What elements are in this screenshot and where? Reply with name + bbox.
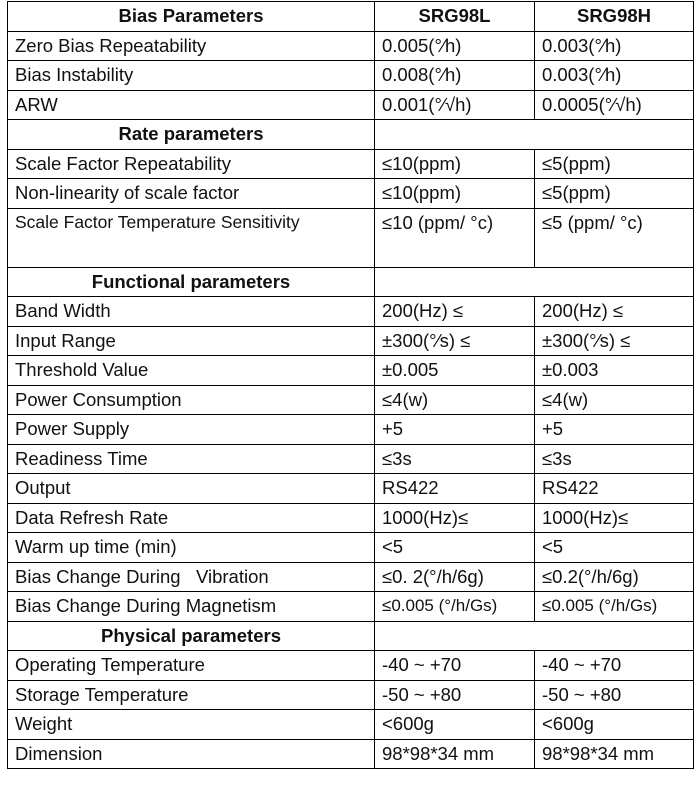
section-row <box>8 120 694 150</box>
table-row <box>8 651 694 681</box>
param-name: Output <box>8 474 375 504</box>
srg98h-value: 98*98*34 mm <box>535 739 694 769</box>
table-row <box>8 415 694 445</box>
srg98h-value: -50 ~ +80 <box>535 680 694 710</box>
param-name: Scale Factor Temperature Sensitivity <box>8 208 375 267</box>
param-name: Input Range <box>8 326 375 356</box>
srg98h-value: ±0.003 <box>535 356 694 386</box>
srg98l-value: ≤0. 2(°/h/6g) <box>375 562 535 592</box>
srg98h-value: 0.0005(°⁄√h) <box>535 90 694 120</box>
table-row <box>8 710 694 740</box>
srg98h-value: ≤0.2(°/h/6g) <box>535 562 694 592</box>
srg98h-value: ≤0.005 (°/h/Gs) <box>535 592 694 622</box>
srg98l-value: ≤0.005 (°/h/Gs) <box>375 592 535 622</box>
table-row <box>8 739 694 769</box>
section-row <box>8 267 694 297</box>
srg98h-value: ≤5(ppm) <box>535 149 694 179</box>
srg98l-value: 1000(Hz)≤ <box>375 503 535 533</box>
param-name: Dimension <box>8 739 375 769</box>
table-row <box>8 31 694 61</box>
table-row <box>8 385 694 415</box>
param-name: Warm up time (min) <box>8 533 375 563</box>
srg98l-value: <600g <box>375 710 535 740</box>
srg98h-value: 1000(Hz)≤ <box>535 503 694 533</box>
table-row <box>8 533 694 563</box>
table-row <box>8 326 694 356</box>
srg98h-value: <5 <box>535 533 694 563</box>
table-row <box>8 592 694 622</box>
srg98l-value: ±0.005 <box>375 356 535 386</box>
param-name: Bias Instability <box>8 61 375 91</box>
section-empty-cell <box>375 120 694 150</box>
table-row <box>8 356 694 386</box>
param-name: ARW <box>8 90 375 120</box>
table-row <box>8 503 694 533</box>
table-row <box>8 61 694 91</box>
param-name: Storage Temperature <box>8 680 375 710</box>
srg98l-value: ≤3s <box>375 444 535 474</box>
srg98l-value: -40 ~ +70 <box>375 651 535 681</box>
srg98l-value: 98*98*34 mm <box>375 739 535 769</box>
param-name: Operating Temperature <box>8 651 375 681</box>
srg98h-value: <600g <box>535 710 694 740</box>
spec-table <box>7 1 694 769</box>
table-row <box>8 297 694 327</box>
srg98h-value: 200(Hz) ≤ <box>535 297 694 327</box>
srg98l-value: -50 ~ +80 <box>375 680 535 710</box>
table-row <box>8 149 694 179</box>
functional-section-title: Functional parameters <box>8 267 375 297</box>
physical-section-title: Physical parameters <box>8 621 375 651</box>
header-row <box>8 2 694 32</box>
srg98h-value: RS422 <box>535 474 694 504</box>
param-name: Threshold Value <box>8 356 375 386</box>
srg98l-value: 0.008(°⁄h) <box>375 61 535 91</box>
srg98l-value: ≤4(w) <box>375 385 535 415</box>
srg98h-value: ≤5(ppm) <box>535 179 694 209</box>
srg98h-value: ≤3s <box>535 444 694 474</box>
param-name: Weight <box>8 710 375 740</box>
bias-section-title: Bias Parameters <box>8 2 375 32</box>
srg98l-value: 0.005(°⁄h) <box>375 31 535 61</box>
section-empty-cell <box>375 621 694 651</box>
srg98h-value: 0.003(°⁄h) <box>535 31 694 61</box>
srg98h-value: ≤5 (ppm/ °c) <box>535 208 694 267</box>
table-row <box>8 208 694 267</box>
section-row <box>8 621 694 651</box>
srg98h-value: 0.003(°⁄h) <box>535 61 694 91</box>
srg98l-value: <5 <box>375 533 535 563</box>
param-name: Non-linearity of scale factor <box>8 179 375 209</box>
param-name: Readiness Time <box>8 444 375 474</box>
param-name: Power Supply <box>8 415 375 445</box>
param-name: Scale Factor Repeatability <box>8 149 375 179</box>
srg98l-value: ≤10(ppm) <box>375 179 535 209</box>
srg98h-value: ≤4(w) <box>535 385 694 415</box>
srg98l-value: 200(Hz) ≤ <box>375 297 535 327</box>
srg98h-value: -40 ~ +70 <box>535 651 694 681</box>
srg98h-header: SRG98H <box>535 2 694 32</box>
table-row <box>8 90 694 120</box>
srg98l-value: 0.001(°⁄√h) <box>375 90 535 120</box>
table-row <box>8 179 694 209</box>
srg98l-header: SRG98L <box>375 2 535 32</box>
srg98h-value: ±300(°⁄s) ≤ <box>535 326 694 356</box>
srg98l-value: ≤10(ppm) <box>375 149 535 179</box>
table-row <box>8 562 694 592</box>
table-row <box>8 444 694 474</box>
param-name: Power Consumption <box>8 385 375 415</box>
param-name: Bias Change During Magnetism <box>8 592 375 622</box>
srg98l-value: ±300(°⁄s) ≤ <box>375 326 535 356</box>
table-row <box>8 474 694 504</box>
param-name: Data Refresh Rate <box>8 503 375 533</box>
table-row <box>8 680 694 710</box>
srg98l-value: ≤10 (ppm/ °c) <box>375 208 535 267</box>
srg98l-value: +5 <box>375 415 535 445</box>
param-name: Band Width <box>8 297 375 327</box>
rate-section-title: Rate parameters <box>8 120 375 150</box>
param-name: Zero Bias Repeatability <box>8 31 375 61</box>
srg98h-value: +5 <box>535 415 694 445</box>
srg98l-value: RS422 <box>375 474 535 504</box>
param-name: Bias Change During Vibration <box>8 562 375 592</box>
section-empty-cell <box>375 267 694 297</box>
